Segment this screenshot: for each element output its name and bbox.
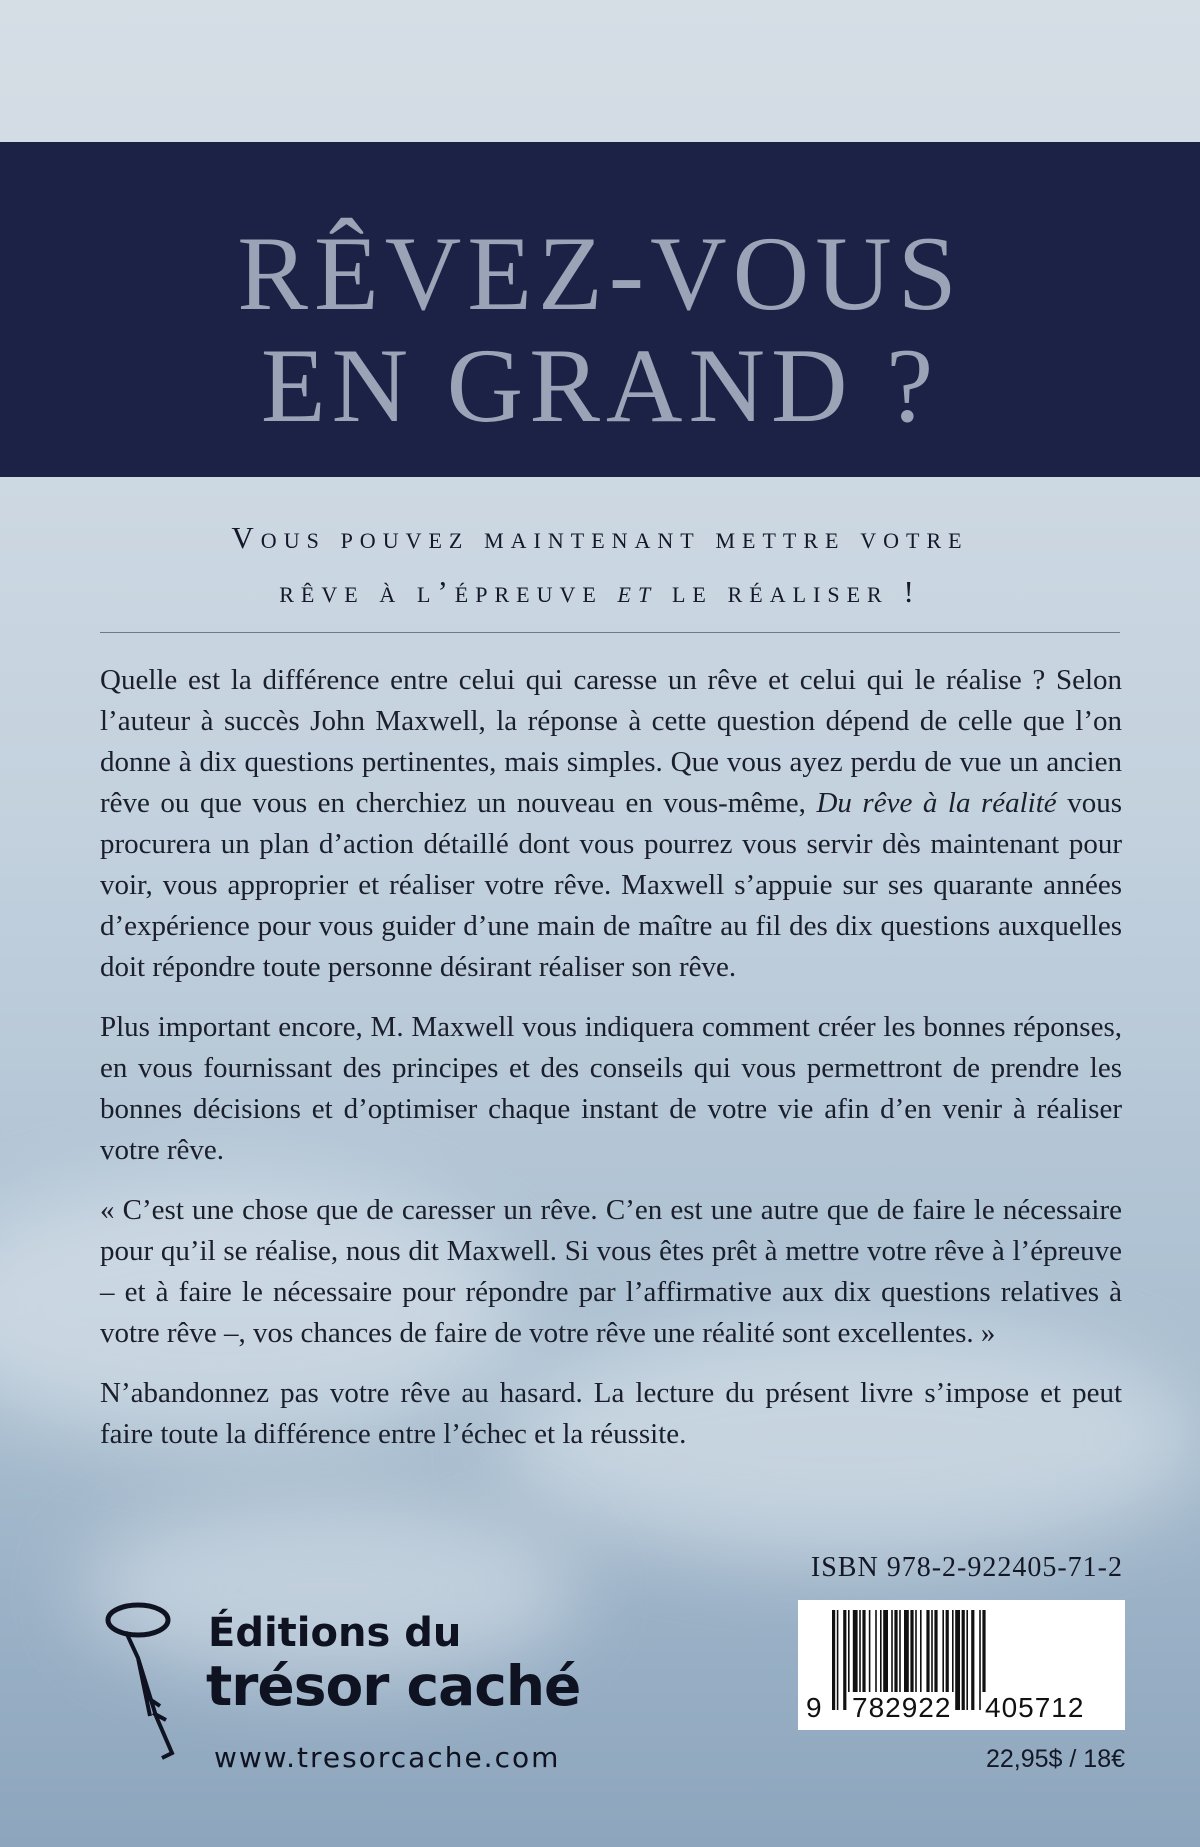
barcode-digits-group2: 405712 xyxy=(981,1692,1088,1724)
tagline-line1: Vous pouvez maintenant mettre votre xyxy=(231,520,969,555)
isbn-label: ISBN 978-2-922405-71-2 xyxy=(810,1552,1123,1583)
book-title xyxy=(0,215,1200,444)
key-icon xyxy=(98,1598,198,1768)
price: 22,95$ / 18€ xyxy=(985,1745,1125,1773)
publisher-name-line2: trésor caché xyxy=(206,1654,581,1718)
blurb-paragraph-4: N’abandonnez pas votre rêve au hasard. La lecture du présent livre s’impose et peut faire toute la différence entre l’échec et la réussite. xyxy=(100,1377,1122,1450)
publisher-url: www.tresorcache.com xyxy=(214,1741,561,1774)
book-title-line1: RÊVEZ-VOUS xyxy=(237,215,963,332)
book-title-line2: EN GRAND ? xyxy=(260,327,940,444)
blurb-paragraph-3: « C’est une chose que de caresser un rêve. C’en est une autre que de faire le nécessaire pour qu’il se réalise, nous dit Maxwell. Si vous êtes prêt à mettre votre rêve à l’épreuve – et à faire le nécessaire pour répondre par l’affirmative aux dix questions relatives à votre rêve –, vos chances de faire de votre rêve une réalité sont excellentes. » xyxy=(100,1194,1122,1349)
barcode-digits-group1: 782922 xyxy=(848,1692,955,1724)
tagline-line2: rêve à l’épreuve et le réaliser ! xyxy=(279,574,921,609)
blurb-paragraph-2: Plus important encore, M. Maxwell vous indiquera comment créer les bonnes réponses, en vous fournissant des principes et des conseils qui vous permettront de prendre les bonnes décisions et d’optimiser chaque instant de votre vie afin d’en venir à réaliser votre rêve. xyxy=(100,1011,1122,1166)
book-title-inline: Du rêve à la réalité xyxy=(816,787,1057,819)
blurb xyxy=(100,660,1122,1474)
barcode xyxy=(798,1600,1125,1730)
barcode-digit-first: 9 xyxy=(806,1692,822,1723)
tagline-emphasis: et xyxy=(617,574,658,609)
publisher-name-line1: Éditions du xyxy=(208,1610,462,1656)
divider-rule xyxy=(100,632,1120,633)
blurb-paragraph-1: Quelle est la différence entre celui qui caresse un rêve et celui qui le réalise ? Selon l’auteur à succès John Maxwell, la réponse à cette question dépend de celle que l’on donne à dix questions pertinentes, mais simples. Que vous ayez perdu de vue un ancien rêve ou que vous en cherchiez un nouveau en vous-même, Du rêve à la réalité vous procurera un plan d’action détaillé dont vous pourrez vous servir dès maintenant pour voir, vous approprier et réaliser votre rêve. Maxwell s’appuie sur ses quarante années d’expérience pour vous guider d’une main de maître au fil des dix questions auxquelles doit répondre toute personne désirant réaliser son rêve. xyxy=(100,664,1122,983)
barcode-digits xyxy=(798,1692,1125,1728)
